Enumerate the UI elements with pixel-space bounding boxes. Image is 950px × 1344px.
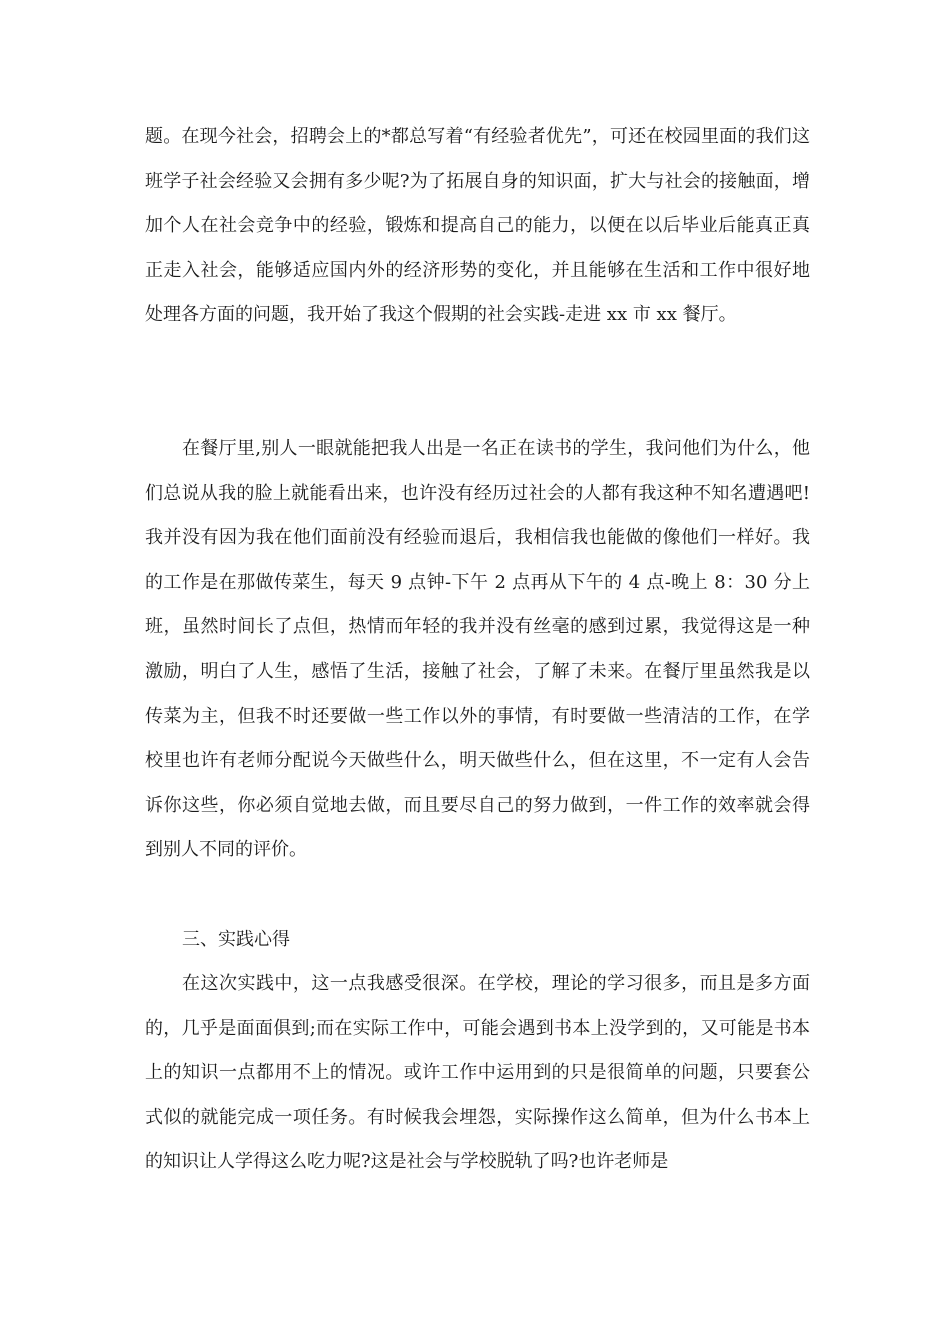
paragraph-continuation: 题。在现今社会，招聘会上的*都总写着“有经验者优先”，可还在校园里面的我们这班学子社会经验又会拥有多少呢?为了拓展自身的知识面，扩大与社会的接触面，增加个人在社会竞争中的经验，锻炼和提高自己的能力，以便在以后毕业后能真正真正走入社会，能够适应国内外的经济形势的变化，并且能够在生活和工作中很好地处理各方面的问题，我开始了我这个假期的社会实践-走进 xx 市 xx 餐厅。 [145, 126, 810, 326]
section-heading-practice-insights: 三、实践心得 [182, 929, 290, 950]
paragraph-restaurant-work: 在餐厅里,别人一眼就能把我人出是一名正在读书的学生，我问他们为什么，他们总说从我的脸上就能看出来，也许没有经历过社会的人都有我这种不知名遭遇吧!我并没有因为我在他们面前没有经验而退后，我相信我也能做的像他们一样好。我的工作是在那做传菜生，每天 9 点钟-下午 2 点再从下午的 4 点-晚上 8：30 分上班，虽然时间长了点但，热情而年轻的我并没有丝毫的感到过累，我觉得这是一种激励，明白了人生，感悟了生活，接触了社会，了解了未来。在餐厅里虽然我是以传菜为主，但我不时还要做一些工作以外的事情，有时要做一些清洁的工作，在学校里也许有老师分配说今天做些什么，明天做些什么，但在这里，不一定有人会告诉你这些，你必须自觉地去做，而且要尽自己的努力做到，一件工作的效率就会得到别人不同的评价。 [145, 438, 810, 861]
paragraph-practice-reflection: 在这次实践中，这一点我感受很深。在学校，理论的学习很多，而且是多方面的，几乎是面面俱到;而在实际工作中，可能会遇到书本上没学到的，又可能是书本上的知识一点都用不上的情况。或许工作中运用到的只是很简单的问题，只要套公式似的就能完成一项任务。有时候我会埋怨，实际操作这么简单，但为什么书本上的知识让人学得这么吃力呢?这是社会与学校脱轨了吗?也许老师是 [145, 973, 810, 1173]
